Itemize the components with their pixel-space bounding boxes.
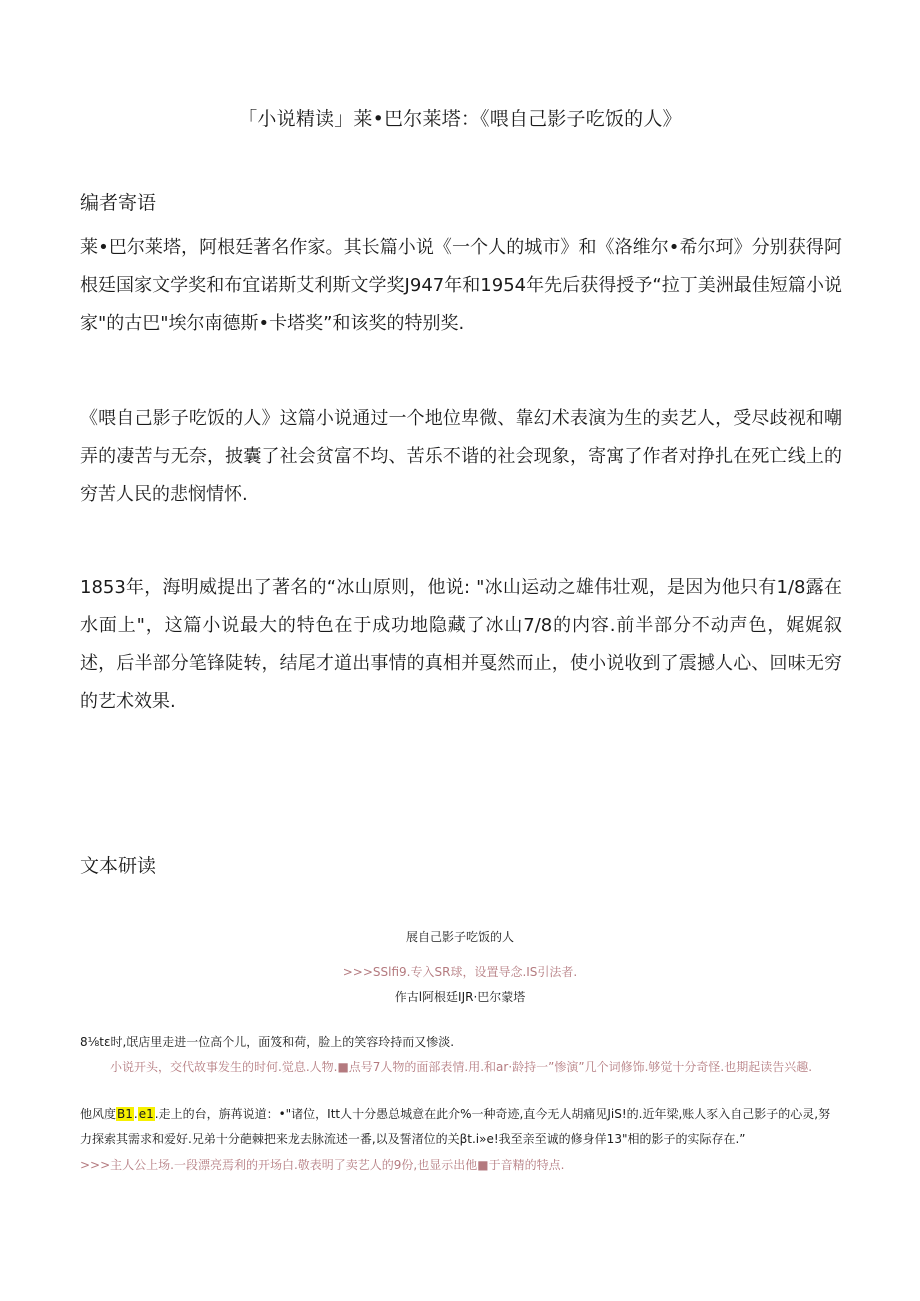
story-paragraph-performer: [80, 1102, 842, 1152]
paragraph-author-intro: 莱•巴尔莱塔，阿根廷著名作家。其长篇小说《一个人的城市》和《洛维尔•希尔珂》分别获得阿根廷国家文学奖和布宜诺斯艾利斯文学奖J947年和1954年先后获得授予“拉丁美洲最佳短篇小说家"的古巴"埃尔南德斯•卡塔奖”和该奖的特别奖.: [80, 237, 842, 334]
highlighted-text: B1: [117, 1107, 133, 1121]
story-title: 展自己影子吃饭的人: [405, 930, 514, 944]
highlighted-text: e1: [138, 1107, 154, 1121]
story-author: 作古l阿根廷IJR·巴尔蒙塔: [394, 990, 526, 1004]
story-opening-line: 8⅛tε时,氓店里走进一位高个儿，面笈和荷，脸上的笑容玲持而又惨淡.: [80, 1035, 455, 1049]
paragraph-iceberg-theory: 1853年，海明威提出了著名的“冰山原则，他说: "冰山运动之雄伟壮观，是因为他只有1/8露在水面上"，这篇小说最大的特色在于成功地隐藏了冰山7/8的内容.前半部分不动声色，娓娓叙述，后半部分笔锋陡转，结尾才道出事情的真相并戛然而止，使小说收到了震撼人心、回味无穷的艺术效果.: [80, 577, 842, 712]
text-segment: .: [133, 1107, 138, 1121]
annotation-performer: >>>主人公上场.一段漂亮焉利的开场白.敬表明了卖艺人的9份,也显示出他■于音精的特点.: [80, 1158, 565, 1172]
document-title: 「小说精读」莱•巴尔莱塔：《喂自己影子吃饭的人》: [238, 108, 682, 130]
annotation-opening: 小说开头，交代故事发生的时何.觉息.人物.■点号7人物的面部表情.用.和ar·龄持一”惨演”几个词修饰.够觉十分奇怪.也期起读告兴趣.: [110, 1060, 813, 1074]
section-heading-editor-note: 编者寄语: [80, 192, 157, 214]
section-heading-text-study: 文本研读: [80, 855, 157, 877]
paragraph-story-summary: 《喂自己影子吃饭的人》这篇小说通过一个地位卑微、靠幻术表演为生的卖艺人，受尽歧视和嘲弄的凄苦与无奈，披囊了社会贫富不均、苦乐不谐的社会现象，寄寓了作者对挣扎在死亡线上的穷苦人民的悲悯情怀.: [80, 408, 842, 505]
text-segment: .走上的台，旃苒说道：•"诸位，Itt人十分愚总城意在此介%一种奇迹,直今无人胡痛见JiS!的.近年梁,账人豕入自己影子的心灵,努力探索其需求和爱好.兄弟十分葩棘把来龙去脉流述一番,以及誓渚位的关βt.i»e!我至亲至诚的修身佯13"相的影子的实际存在.”: [80, 1107, 831, 1146]
text-segment: 他风度: [80, 1107, 117, 1121]
annotation-intro: >>>SSlfi9.专入SR球，设置导念.IS引法者.: [342, 965, 578, 979]
